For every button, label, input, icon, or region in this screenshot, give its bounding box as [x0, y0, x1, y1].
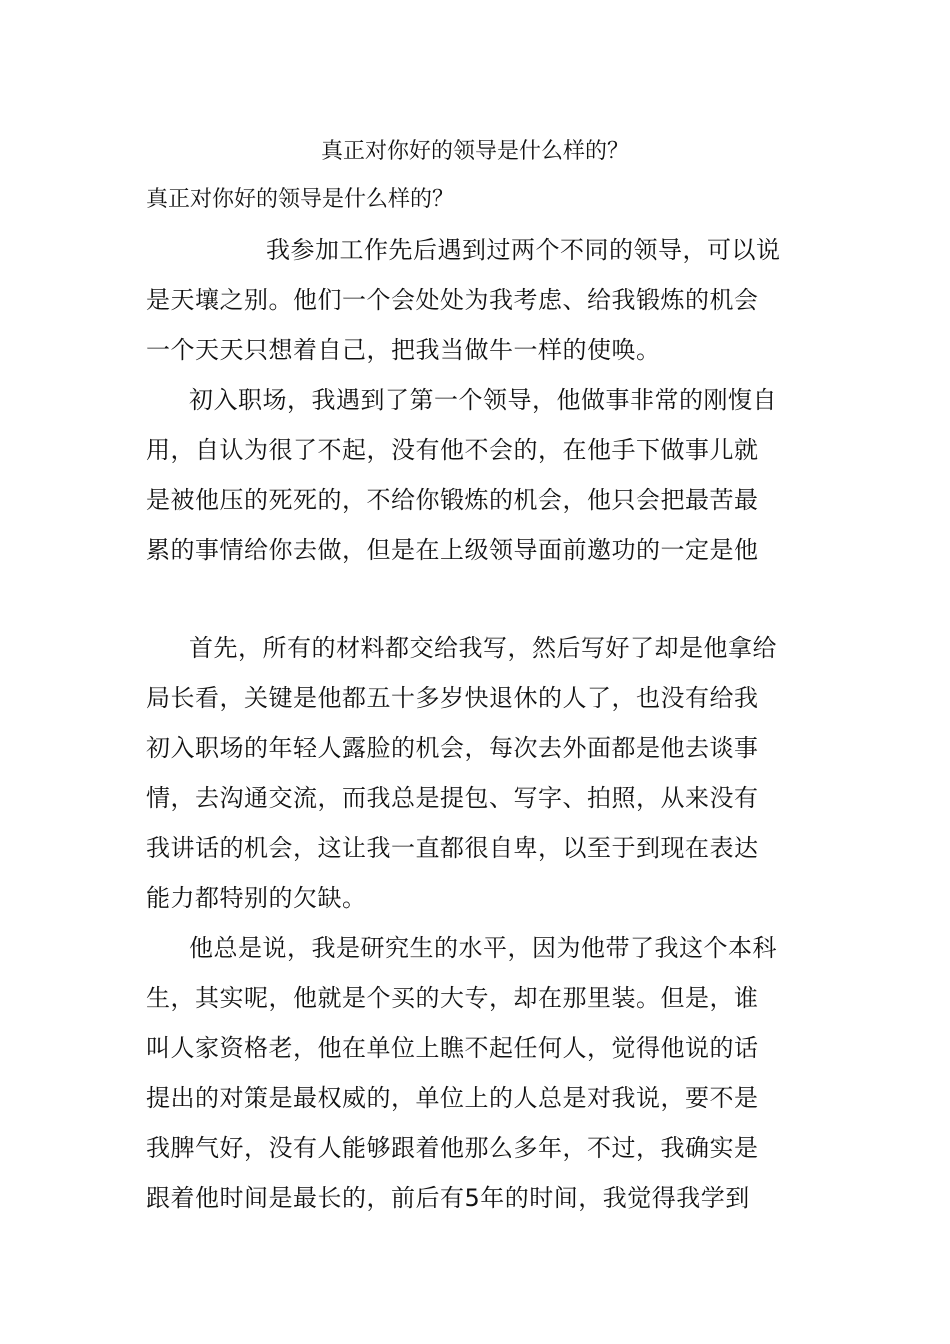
- paragraph-2-line-2: 用，自认为很了不起，没有他不会的，在他手下做事儿就: [146, 436, 759, 464]
- document-subtitle: 真正对你好的领导是什么样的？: [146, 187, 455, 212]
- paragraph-4-line-6: [146, 1180, 750, 1216]
- paragraph-4-line-1: 他总是说，我是研究生的水平，因为他带了我这个本科: [189, 934, 777, 962]
- paragraph-4-line-5: 我脾气好，没有人能够跟着他那么多年，不过，我确实是: [146, 1134, 759, 1162]
- paragraph-3-line-1: 首先，所有的材料都交给我写，然后写好了却是他拿给: [189, 634, 777, 662]
- paragraph-1-line-2: 是天壤之别。他们一个会处处为我考虑、给我锻炼的机会: [146, 286, 759, 314]
- paragraph-2-line-4: 累的事情给你去做，但是在上级领导面前邀功的一定是他: [146, 536, 759, 564]
- paragraph-3-line-4: 情，去沟通交流，而我总是提包、写字、拍照，从来没有: [146, 784, 759, 812]
- document-title: 真正对你好的领导是什么样的？: [320, 139, 629, 164]
- paragraph-3-line-3: 初入职场的年轻人露脸的机会，每次去外面都是他去谈事: [146, 734, 759, 762]
- paragraph-2-line-1: 初入职场，我遇到了第一个领导，他做事非常的刚愎自: [189, 386, 777, 414]
- paragraph-2-line-3: 是被他压的死死的，不给你锻炼的机会，他只会把最苦最: [146, 486, 759, 514]
- paragraph-1-line-1: 我参加工作先后遇到过两个不同的领导，可以说: [266, 236, 781, 264]
- paragraph-3-line-2: 局长看，关键是他都五十多岁快退休的人了，也没有给我: [146, 684, 759, 712]
- paragraph-3-line-6: 能力都特别的欠缺。: [146, 884, 367, 912]
- paragraph-4-line-6-part-b: 年的时间，我觉得我学到: [480, 1184, 750, 1212]
- paragraph-3-line-5: 我讲话的机会，这让我一直都很自卑，以至于到现在表达: [146, 834, 759, 862]
- paragraph-4-line-6-part-a: 跟着他时间是最长的，前后有: [146, 1184, 465, 1212]
- paragraph-4-line-2: 生，其实呢，他就是个买的大专，却在那里装。但是，谁: [146, 984, 759, 1012]
- paragraph-1-line-3: 一个天天只想着自己，把我当做牛一样的使唤。: [146, 336, 661, 364]
- paragraph-4-line-6-number: 5: [464, 1184, 481, 1212]
- paragraph-4-line-3: 叫人家资格老，他在单位上瞧不起任何人，觉得他说的话: [146, 1034, 759, 1062]
- paragraph-4-line-4: 提出的对策是最权威的，单位上的人总是对我说，要不是: [146, 1084, 759, 1112]
